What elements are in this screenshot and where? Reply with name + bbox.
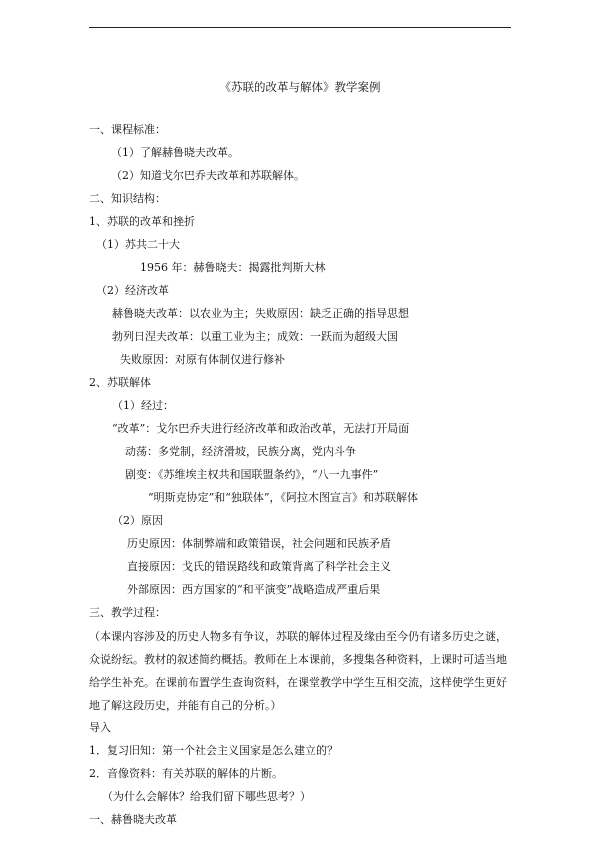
text-line: 1．复习旧知：第一个社会主义国家是怎么建立的？ — [89, 744, 338, 757]
section-heading-3: 三、教学过程： — [89, 606, 166, 619]
text-line: （2）经济改革 — [96, 284, 169, 297]
text-line: 2．音像资料：有关苏联的解体的片断。 — [89, 767, 283, 780]
text-line: 直接原因：戈氏的错误路线和政策背离了科学社会主义 — [127, 560, 391, 573]
body-paragraph: （本课内容涉及的历史人物多有争议，苏联的解体过程及缘由至今仍有诸多历史之谜，众说纷纭。教材的叙述简约概括。教师在上本课前，多搜集各种资料，上课时可适当地给学生补充。在课前布置学生查询资料，在课堂教学中学生互相交流，这样使学生更好地了解这段历史，并能有自己的分析。） — [89, 630, 507, 712]
section-heading-1: 一、课程标准： — [89, 123, 166, 136]
text-line: （1）了解赫鲁晓夫改革。 — [111, 146, 239, 159]
text-line: （1）经过： — [112, 399, 174, 412]
text-line: （为什么会解体？给我们留下哪些思考？） — [102, 790, 311, 803]
text-line: 勃列日涅夫改革：以重工业为主；成效：一跃而为超级大国 — [112, 330, 398, 343]
text-line: 失败原因：对原有体制仅进行修补 — [120, 353, 285, 366]
text-line: “改革”：戈尔巴乔夫进行经济改革和政治改革，无法打开局面 — [112, 422, 410, 435]
sub-heading: 2、苏联解体 — [89, 376, 151, 389]
text-line: 历史原因：体制弊端和政策错误，社会问题和民族矛盾 — [127, 537, 391, 550]
section-heading-2: 二、知识结构： — [89, 192, 166, 205]
text-line: （1）苏共二十大 — [96, 238, 180, 251]
section-heading-4: 一、赫鲁晓夫改革 — [89, 813, 177, 826]
sub-heading: 1、苏联的改革和挫折 — [89, 215, 195, 228]
text-line: 1956 年：赫鲁晓夫：揭露批判斯大林 — [140, 261, 326, 274]
text-line: 剧变：《苏维埃主权共和国联盟条约》，“八一九事件” — [125, 468, 379, 481]
text-line: 导入 — [89, 721, 111, 734]
text-line: （2）原因 — [112, 514, 163, 527]
text-line: （2）知道戈尔巴乔夫改革和苏联解体。 — [111, 169, 305, 182]
text-line: 外部原因：西方国家的“和平演变”战略造成严重后果 — [127, 583, 381, 596]
text-line: 动荡：多党制，经济滑坡，民族分离，党内斗争 — [125, 445, 356, 458]
text-line: “明斯克协定”和“独联体”，《阿拉木图宣言》和苏联解体 — [148, 491, 418, 504]
page-title: 《苏联的改革与解体》教学案例 — [219, 80, 381, 94]
text-line: 赫鲁晓夫改革：以农业为主；失败原因：缺乏正确的指导思想 — [112, 307, 409, 320]
header-rule — [89, 27, 511, 28]
